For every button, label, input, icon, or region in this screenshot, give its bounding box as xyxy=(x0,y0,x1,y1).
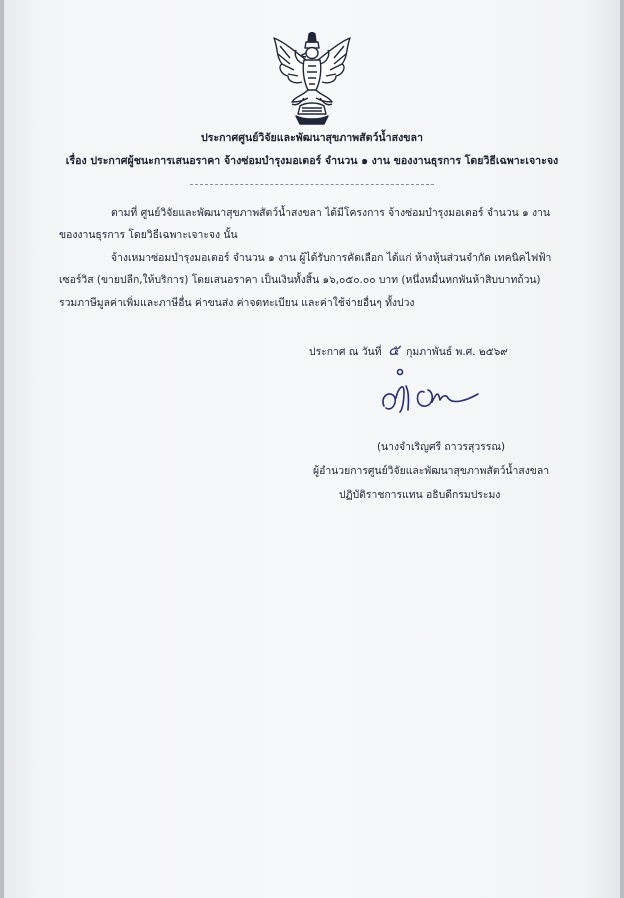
date-month-year: กุมภาพันธ์ พ.ศ. ๒๕๖๙ xyxy=(406,346,508,358)
paragraph-1-line-1: ตามที่ ศูนย์วิจัยและพัฒนาสุขภาพสัตว์น้ำสงขลา ได้มีโครงการ จ้างซ่อมบำรุงมอเตอร์ จำนวน ๑ งาน xyxy=(111,207,550,219)
signatory-acting: ปฏิบัติราชการแทน อธิบดีกรมประมง xyxy=(339,489,501,501)
announcement-title: ประกาศศูนย์วิจัยและพัฒนาสุขภาพสัตว์น้ำสงขลา xyxy=(201,132,423,144)
document-page xyxy=(4,0,620,898)
signatory-name: (นางจำเริญศรี ถาวรสุวรรณ) xyxy=(376,441,506,453)
paragraph-2-line-3: รวมภาษีมูลค่าเพิ่มและภาษีอื่น ค่าขนส่ง ค่าจดทะเบียน และค่าใช้จ่ายอื่นๆ ทั้งปวง xyxy=(59,297,415,309)
garuda-emblem-icon xyxy=(266,32,358,126)
date-prefix: ประกาศ ณ วันที่ xyxy=(309,346,382,358)
paragraph-2-line-2: เซอร์วิส (ขายปลีก,ให้บริการ) โดยเสนอราคา เป็นเงินทั้งสิ้น ๑๖,๐๕๐.๐๐ บาท (หนึ่งหมื่นหกพันห้าสิบบาทถ้วน) xyxy=(59,274,541,286)
signatory-position: ผู้อำนวยการศูนย์วิจัยและพัฒนาสุขภาพสัตว์น้ำสงขลา xyxy=(313,465,550,477)
handwritten-signature xyxy=(374,368,484,420)
announcement-subject: เรื่อง ประกาศผู้ชนะการเสนอราคา จ้างซ่อมบำรุงมอเตอร์ จำนวน ๑ งาน ของงานธุรการ โดยวิธีเฉพาะเจาะจง xyxy=(65,155,559,167)
paragraph-1-line-2: ของงานธุรการ โดยวิธีเฉพาะเจาะจง นั้น xyxy=(59,229,238,241)
paragraph-2-line-1: จ้างเหมาซ่อมบำรุงมอเตอร์ จำนวน ๑ งาน ผู้ได้รับการคัดเลือก ได้แก่ ห้างหุ้นส่วนจำกัด เทคนิคไฟฟ้า xyxy=(111,252,552,264)
divider-line xyxy=(190,184,434,185)
date-day: ๕ xyxy=(388,341,400,359)
date-line xyxy=(309,343,508,359)
